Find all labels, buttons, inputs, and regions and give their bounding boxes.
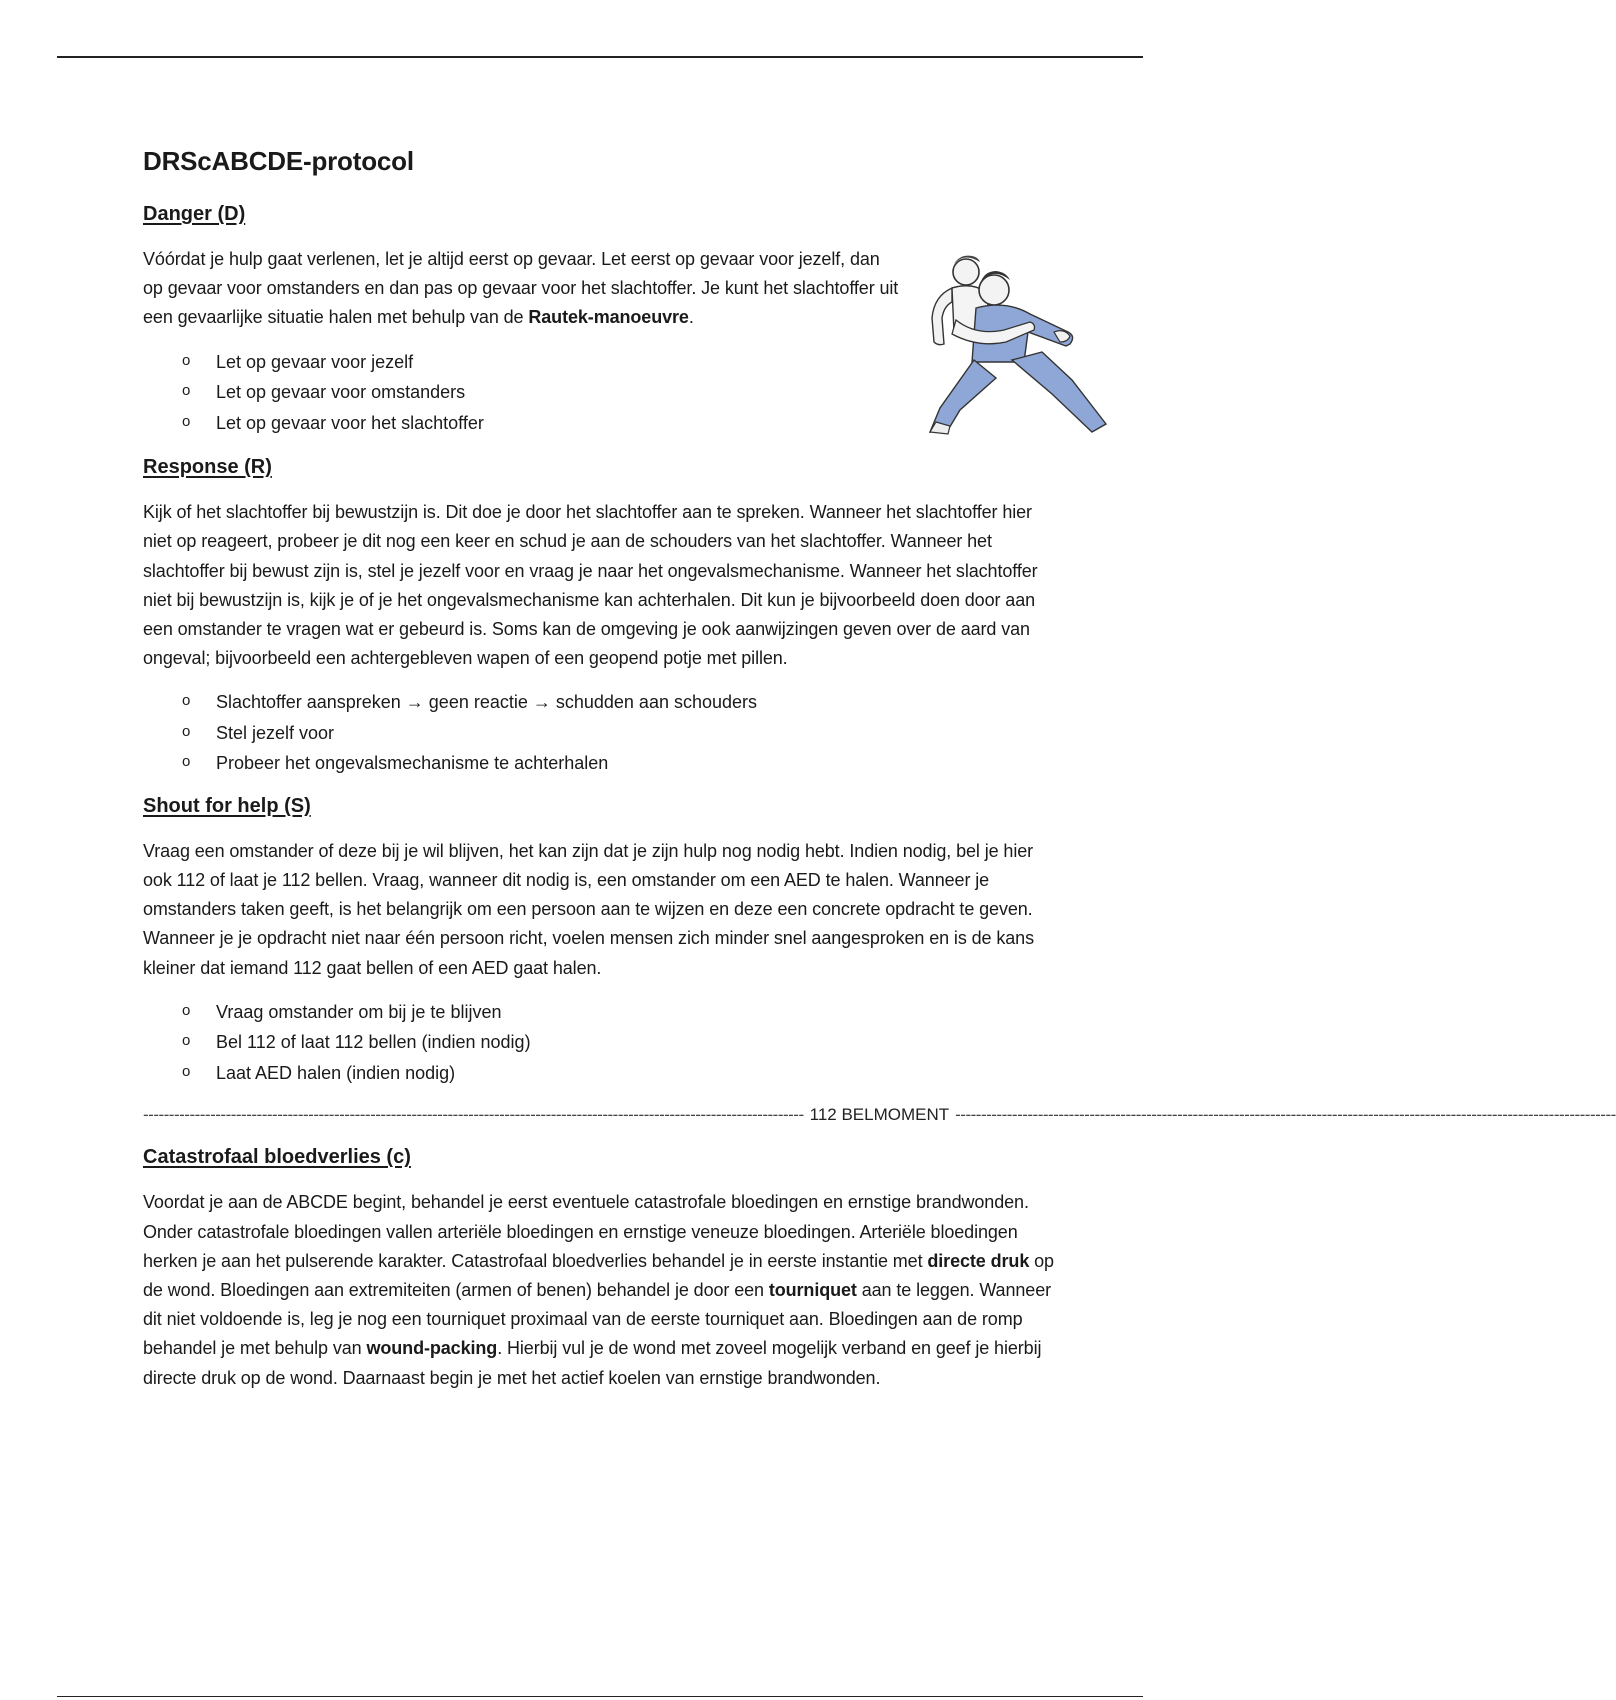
section-danger: [143, 201, 1058, 438]
section-shout: [143, 793, 1058, 1089]
list-item: o Let op gevaar voor het slachtoffer: [143, 408, 1058, 439]
list-item: o Stel jezelf voor: [143, 718, 1058, 749]
document-body: [143, 145, 1616, 1407]
belmoment-label: 112 BELMOMENT: [809, 1105, 950, 1125]
list-item: o Bel 112 of laat 112 bellen (indien nodig): [143, 1027, 1058, 1058]
danger-checklist: [143, 347, 1058, 439]
section-response: [143, 454, 1058, 779]
danger-paragraph: Vóórdat je hulp gaat verlenen, let je altijd eerst op gevaar. Let eerst op gevaar voor jezelf, dan op gevaar voor omstanders en dan pas op gevaar voor het slachtoffer. Je kunt het slachtoffer uit een gevaarlijke situatie halen met behulp van de Rautek-manoeuvre.: [143, 249, 899, 328]
dashed-line-right: --------------------------------------------------------------------------------------------------------------------------------: [955, 1105, 1616, 1125]
list-item: o Slachtoffer aanspreken → geen reactie → schudden aan schouders: [143, 687, 1058, 718]
shout-paragraph: Vraag een omstander of deze bij je wil blijven, het kan zijn dat je zijn hulp nog nodig hebt. Indien nodig, bel je hier ook 112 of laat je 112 bellen. Vraag, wanneer dit nodig is, een omstander om een AED te halen. Wanneer je omstanders taken geeft, is het belangrijk om een persoon aan te wijzen en deze een concrete opdracht te geven. Wanneer je je opdracht niet naar één persoon richt, voelen mensen zich minder snel aangesproken en is de kans kleiner dat iemand 112 gaat bellen of een AED gaat halen.: [143, 840, 1034, 978]
section-heading-response: Response (R): [143, 456, 272, 479]
footer-rule: [57, 1696, 1143, 1697]
list-item: o Let op gevaar voor omstanders: [143, 377, 1058, 408]
header-rule: [57, 56, 1143, 58]
response-paragraph: Kijk of het slachtoffer bij bewustzijn is. Dit doe je door het slachtoffer aan te spreken. Wanneer het slachtoffer hier niet op reageert, probeer je dit nog een keer en schud je aan de schouders van het slachtoffer. Wanneer het slachtoffer bij bewust zijn is, stel je jezelf voor en vraag je naar het ongevalsmechanisme. Wanneer het slachtoffer niet bij bewustzijn is, kijk je of je het ongevalsmechanisme kan achterhalen. Dit kun je bijvoorbeeld doen door aan een omstander te vragen wat er gebeurd is. Soms kan de omgeving je ook aanwijzingen geven over de aard van ongeval; bijvoorbeeld een achtergebleven wapen of een geopend potje met pillen.: [143, 502, 1038, 669]
list-item: o Let op gevaar voor jezelf: [143, 347, 1058, 378]
response-checklist: [143, 687, 1058, 779]
list-item: o Laat AED halen (indien nodig): [143, 1058, 1058, 1089]
shout-checklist: [143, 997, 1058, 1089]
bleeding-paragraph: Voordat je aan de ABCDE begint, behandel je eerst eventuele catastrofale bloedingen en ernstige brandwonden. Onder catastrofale bloedingen vallen arteriële bloedingen en ernstige veneuze bloedingen. Arteriële bloedingen herken je aan het pulserende karakter. Catastrofaal bloedverlies behandel je in eerste instantie met directe druk op de wond. Bloedingen aan extremiteiten (armen of benen) behandel je door een tourniquet aan te leggen. Wanneer dit niet voldoende is, leg je nog een tourniquet proximaal van de eerste tourniquet aan. Bloedingen aan de romp behandel je met behulp van wound-packing. Hierbij vul je de wond met zoveel mogelijk verband en geef je hierbij directe druk op de wond. Daarnaast begin je met het actief koelen van ernstige brandwonden.: [143, 1192, 1054, 1388]
section-heading-shout: Shout for help (S): [143, 794, 311, 817]
list-item: o Vraag omstander om bij je te blijven: [143, 997, 1058, 1028]
belmoment-divider: [143, 1102, 1616, 1128]
section-heading-danger: Danger (D): [143, 203, 246, 225]
section-bleeding: [143, 1144, 1058, 1392]
page-title: DRScABCDE-protocol: [143, 146, 414, 176]
list-item: o Probeer het ongevalsmechanisme te achterhalen: [143, 748, 1058, 779]
section-heading-bleeding: Catastrofaal bloedverlies (c): [143, 1146, 411, 1169]
dashed-line-left: --------------------------------------------------------------------------------------------------------------------------------: [143, 1105, 804, 1125]
